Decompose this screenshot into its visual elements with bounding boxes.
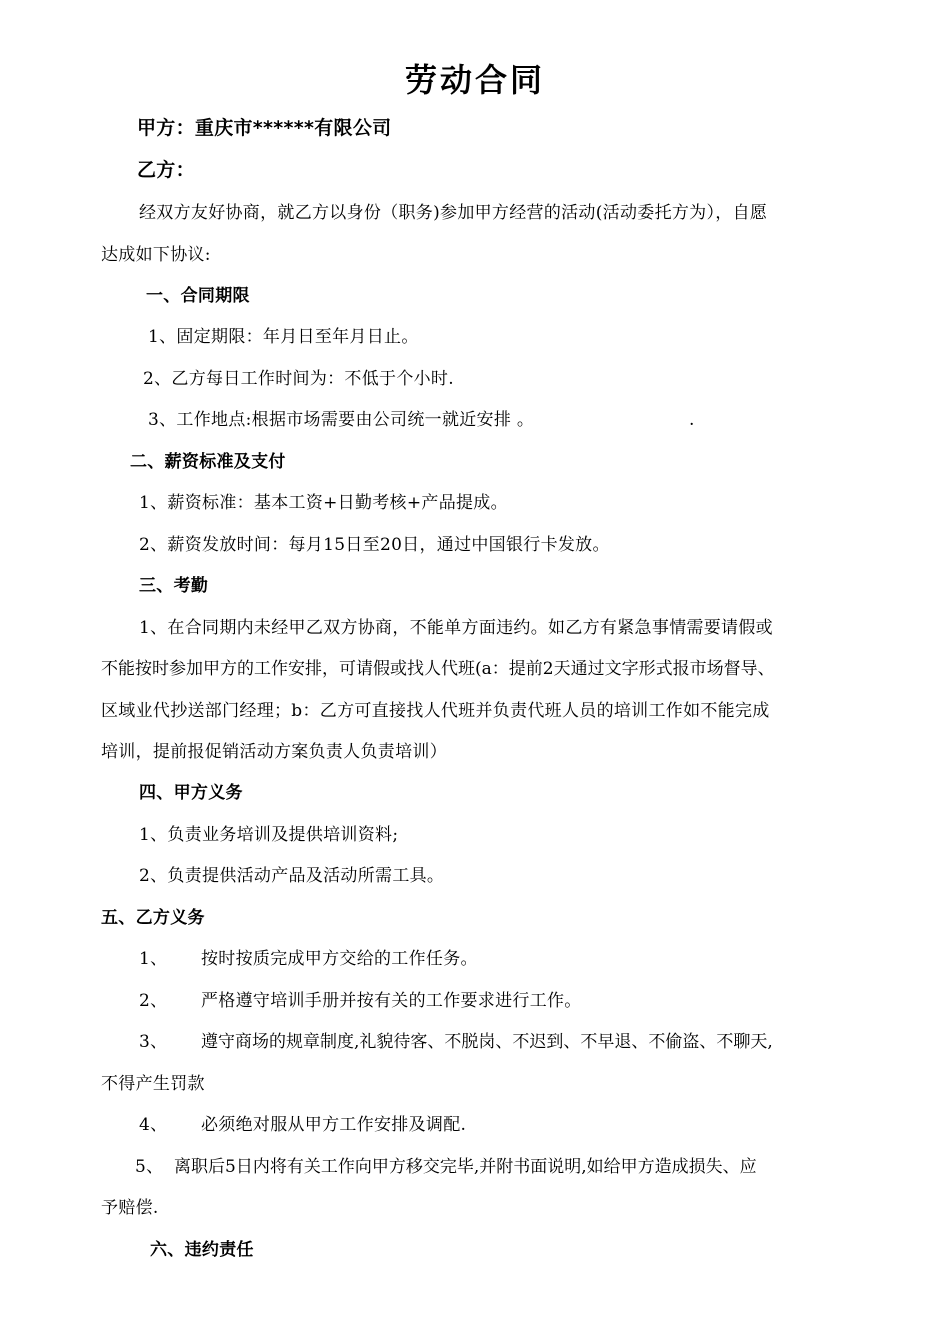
party-a: 甲方：重庆市******有限公司 — [137, 117, 392, 139]
section-4-heading: 四、甲方义务 — [139, 783, 243, 803]
section-1-trailing-dot: . — [689, 410, 695, 430]
section-5-item-text: 离职后5日内将有关工作向甲方移交完毕,并附书面说明,如给甲方造成损失、应 — [174, 1157, 757, 1177]
section-5-item-number: 3、 — [139, 1032, 168, 1052]
section-3-line: 培训，提前报促销活动方案负责人负责培训） — [101, 742, 447, 762]
section-2-item: 1、薪资标准：基本工资+日勤考核+产品提成。 — [139, 493, 508, 513]
section-4-item: 2、负责提供活动产品及活动所需工具。 — [139, 866, 445, 886]
section-3-line: 区域业代抄送部门经理；b：乙方可直接找人代班并负责代班人员的培训工作如不能完成 — [101, 701, 770, 721]
section-5-item-text: 遵守商场的规章制度,礼貌待客、不脱岗、不迟到、不早退、不偷盗、不聊天, — [201, 1032, 773, 1052]
party-b: 乙方： — [137, 159, 195, 181]
section-4-item: 1、负责业务培训及提供培训资料; — [139, 825, 399, 845]
section-3-heading: 三、考勤 — [139, 576, 209, 596]
section-2-item: 2、薪资发放时间：每月15日至20日，通过中国银行卡发放。 — [139, 535, 610, 555]
section-5-item-number: 5、 — [135, 1157, 164, 1177]
section-3-line: 不能按时参加甲方的工作安排，可请假或找人代班(a：提前2天通过文字形式报市场督导、 — [101, 659, 775, 679]
section-2-heading: 二、薪资标准及支付 — [130, 452, 286, 472]
intro-line-1: 经双方友好协商，就乙方以身份（职务)参加甲方经营的活动(活动委托方为），自愿 — [139, 203, 768, 223]
section-1-heading: 一、合同期限 — [146, 286, 250, 306]
section-5-item-number: 1、 — [139, 949, 168, 969]
section-1-item: 3、工作地点:根据市场需要由公司统一就近安排 。 — [148, 410, 535, 430]
section-5-item-continuation: 予赔偿. — [101, 1198, 159, 1218]
section-5-item-text: 必须绝对服从甲方工作安排及调配. — [201, 1115, 467, 1135]
document-title: 劳动合同 — [404, 61, 545, 99]
section-5-heading: 五、乙方义务 — [101, 908, 205, 928]
intro-line-2: 达成如下协议: — [101, 245, 211, 265]
section-1-item: 1、固定期限：年月日至年月日止。 — [148, 327, 419, 347]
section-5-item-number: 4、 — [139, 1115, 168, 1135]
section-5-item-continuation: 不得产生罚款 — [101, 1074, 205, 1094]
section-3-line: 1、在合同期内未经甲乙双方协商，不能单方面违约。如乙方有紧急事情需要请假或 — [139, 618, 773, 638]
section-1-item: 2、乙方每日工作时间为：不低于个小时. — [143, 369, 454, 389]
section-5-item-text: 严格遵守培训手册并按有关的工作要求进行工作。 — [201, 991, 582, 1011]
section-5-item-text: 按时按质完成甲方交给的工作任务。 — [201, 949, 478, 969]
section-6-heading: 六、违约责任 — [150, 1240, 254, 1260]
section-5-item-number: 2、 — [139, 991, 168, 1011]
